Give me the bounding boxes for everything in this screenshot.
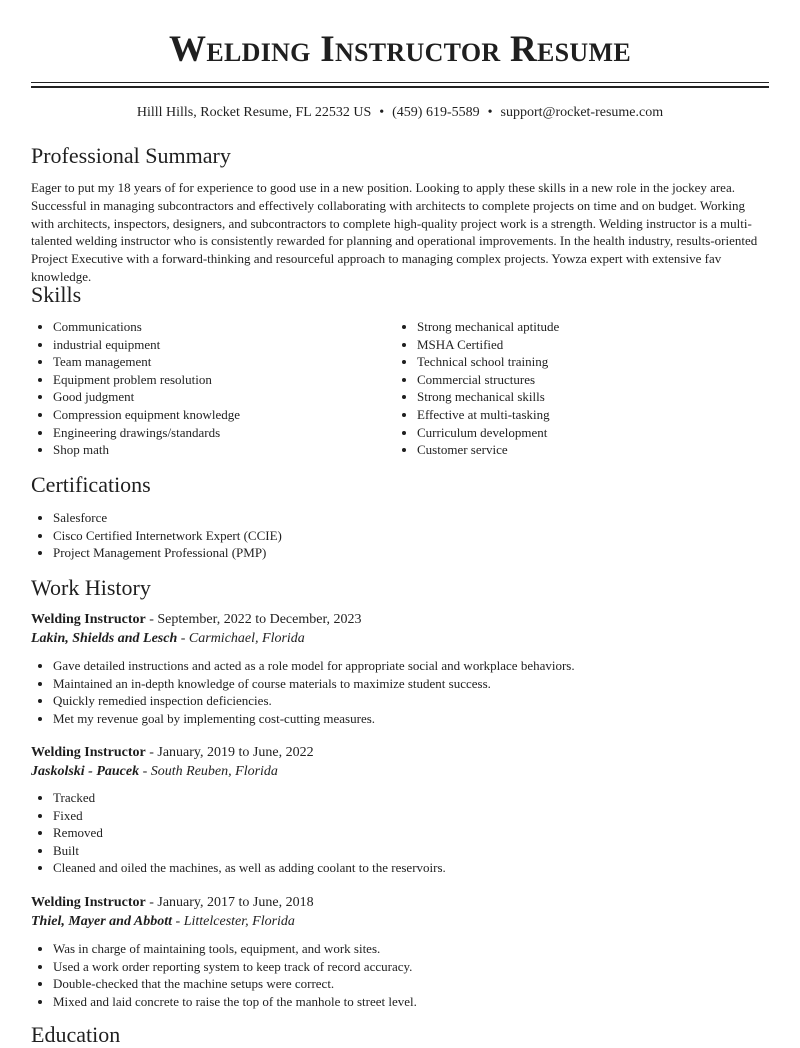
contact-phone: (459) 619-5589	[392, 105, 480, 120]
job-dates: - September, 2022 to December, 2023	[149, 612, 362, 627]
skill-item: • Strong mechanical skills	[417, 388, 757, 406]
job-bullet: • Cleaned and oiled the machines, as well as adding coolant to the reservoirs.	[53, 859, 773, 877]
title-rule-thick	[31, 86, 769, 88]
contact-separator: •	[379, 105, 385, 120]
skill-item: • Curriculum development	[417, 424, 757, 442]
work-history-heading: Work History	[31, 575, 151, 600]
job-bullet: • Built	[53, 842, 773, 860]
job-bullet: • Used a work order reporting system to keep track of record accuracy.	[53, 958, 773, 976]
skill-item: • Good judgment	[53, 388, 393, 406]
job-title: Welding Instructor	[31, 612, 146, 627]
skill-item: • Shop math	[53, 441, 393, 459]
certification-item: • Project Management Professional (PMP)	[53, 544, 753, 562]
job-company: Jaskolski - Paucek	[31, 764, 140, 779]
job-bullet: • Tracked	[53, 789, 773, 807]
contact-address: Hilll Hills, Rocket Resume, FL 22532 US	[136, 105, 372, 120]
job-title-line	[31, 894, 314, 912]
certifications-heading: Certifications	[31, 472, 151, 497]
job-bullet: • Double-checked that the machine setups were correct.	[53, 975, 773, 993]
job-title-line	[31, 611, 362, 629]
job-company: Lakin, Shields and Lesch	[31, 631, 178, 646]
summary-text: Eager to put my 18 years of for experience to good use in a new position. Looking to apply these skills in a new role in the jockey area. Successful in managing subcontractors and effectively collaborating with architects to complete projects on time and on budget. Working with architects, inspectors, designers, and subcontractors to complete high-quality project work is a strength. Welding instructor is a multi-talented welding instructor who is consistently rewarded for planning and operational improvements. In the health industry, results-oriented Project Executive with a forward-thinking and resourceful approach to managing complex projects. Yowza expert with extensive fav knowledge.	[31, 180, 758, 284]
job-company-line	[31, 763, 278, 781]
job-location: - Carmichael, Florida	[180, 631, 305, 646]
job-title: Welding Instructor	[31, 745, 146, 760]
skills-heading: Skills	[31, 282, 82, 307]
skill-item: • Commercial structures	[417, 371, 757, 389]
job-bullet: • Quickly remedied inspection deficiencies.	[53, 692, 773, 710]
job-bullets	[31, 657, 773, 727]
job-title-line	[31, 744, 314, 762]
skill-item: • Strong mechanical aptitude	[417, 318, 757, 336]
skills-list-left	[31, 318, 393, 459]
skill-item: • Effective at multi-tasking	[417, 406, 757, 424]
job-bullet: • Mixed and laid concrete to raise the top of the manhole to street level.	[53, 993, 773, 1011]
job-company-line	[31, 630, 305, 648]
job-location: - South Reuben, Florida	[142, 764, 278, 779]
resume-title: Welding Instructor Resume	[169, 29, 631, 70]
job-bullet: • Maintained an in-depth knowledge of course materials to maximize student success.	[53, 675, 773, 693]
skill-item: • Technical school training	[417, 353, 757, 371]
skill-item: • Team management	[53, 353, 393, 371]
contact-line	[31, 104, 769, 122]
job-bullet: • Met my revenue goal by implementing cost-cutting measures.	[53, 710, 773, 728]
job-dates: - January, 2017 to June, 2018	[149, 895, 314, 910]
contact-email[interactable]: support@rocket-resume.com	[500, 105, 664, 120]
job-location: - Littelcester, Florida	[175, 914, 295, 929]
skill-item: • Communications	[53, 318, 393, 336]
job-bullet: • Removed	[53, 824, 773, 842]
certifications-list	[31, 509, 753, 562]
skill-item: • Equipment problem resolution	[53, 371, 393, 389]
job-dates: - January, 2019 to June, 2022	[149, 745, 314, 760]
job-bullets	[31, 940, 773, 1010]
education-heading: Education	[31, 1022, 121, 1047]
skill-item: • industrial equipment	[53, 336, 393, 354]
job-bullets	[31, 789, 773, 877]
skill-item: • MSHA Certified	[417, 336, 757, 354]
job-title: Welding Instructor	[31, 895, 146, 910]
job-company: Thiel, Mayer and Abbott	[31, 914, 173, 929]
title-rule-thin	[31, 82, 769, 83]
skill-item: • Engineering drawings/standards	[53, 424, 393, 442]
job-company-line	[31, 913, 295, 931]
skill-item: • Compression equipment knowledge	[53, 406, 393, 424]
certification-item: • Salesforce	[53, 509, 753, 527]
certification-item: • Cisco Certified Internetwork Expert (CCIE)	[53, 527, 753, 545]
summary-heading: Professional Summary	[31, 143, 231, 168]
job-bullet: • Was in charge of maintaining tools, equipment, and work sites.	[53, 940, 773, 958]
contact-separator: •	[487, 105, 493, 120]
job-bullet: • Fixed	[53, 807, 773, 825]
skill-item: • Customer service	[417, 441, 757, 459]
job-bullet: • Gave detailed instructions and acted as a role model for appropriate social and workplace behaviors.	[53, 657, 773, 675]
skills-list-right	[395, 318, 757, 459]
